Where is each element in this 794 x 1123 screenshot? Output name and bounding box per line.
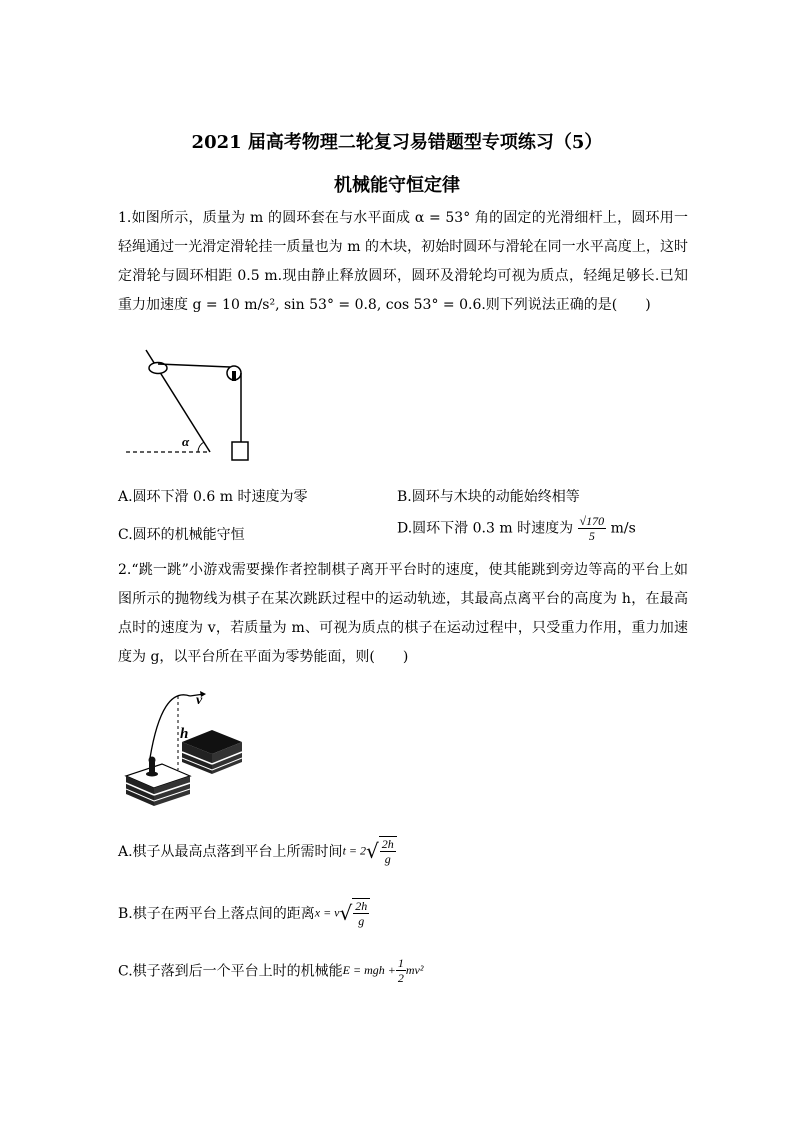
option-b-fraction	[352, 898, 370, 928]
option-b-radical-sign: √	[339, 901, 353, 925]
height-label: h	[180, 726, 189, 742]
question-2-figure	[118, 684, 248, 810]
question-2-stem: 2.“跳一跳”小游戏需要操作者控制棋子离开平台时的速度，使其能跳到旁边等高的平台上如图所示的抛物线为棋子在某次跳跃过程中的运动轨迹，其最高点离平台的高度为 h，在最高点时的速度为 v，若质量为 m、可视为质点的棋子在运动过程中，只受重力作用，重力加速度为 g，以平台所在平面为零势能面，则( )	[118, 562, 688, 665]
option-a-text: A.棋子从最高点落到平台上所需时间	[118, 844, 343, 860]
question-1-stem: 1.如图所示，质量为 m 的圆环套在与水平面成 α = 53° 角的固定的光滑细杆上，圆环用一轻绳通过一光滑定滑轮挂一质量也为 m 的木块，初始时圆环与滑轮在同一水平高度上，这时定滑轮与圆环相距 0.5 m.现由静止释放圆环，圆环及滑轮均可视为质点，轻绳足够长.已知重力加速度 g = 10 m/s², sin 53° = 0.8, cos 53° = 0.6.则下列说法正确的是( )	[118, 210, 688, 313]
option-c-denominator: 2	[397, 971, 404, 985]
velocity-label: v	[196, 693, 203, 708]
option-b-denominator: g	[358, 914, 365, 928]
option-d-unit: m/s	[610, 520, 636, 537]
rope-horizontal	[158, 364, 230, 367]
option-a-lhs: t = 2	[342, 843, 366, 858]
option-d-fraction	[578, 514, 607, 543]
option-a-radical-sign: √	[366, 839, 379, 863]
option-b-text: B.棋子在两平台上落点间的距离	[118, 906, 315, 922]
question-2-option-b	[118, 898, 370, 928]
option-c-numerator: 1	[397, 956, 404, 970]
option-c-fraction	[396, 956, 406, 985]
page-title: 2021 届高考物理二轮复习易错题型专项练习（5）	[191, 132, 603, 153]
option-b-lhs: x = v	[314, 905, 340, 920]
option-d-numerator: √170	[579, 514, 605, 528]
pulley-mount	[232, 371, 236, 381]
option-a-denominator: g	[384, 852, 391, 866]
angle-arc	[198, 442, 204, 452]
option-a-numerator: 2h	[381, 837, 394, 851]
option-c-text: C.棋子落到后一个平台上时的机械能	[118, 963, 343, 980]
question-2-option-a	[118, 836, 397, 866]
question-1-option-c: C.圆环的机械能守恒	[118, 527, 245, 543]
question-1-option-d	[397, 514, 636, 543]
option-a-fraction	[379, 836, 397, 866]
option-c-lhs: E = mgh +	[342, 963, 396, 977]
question-2-option-c	[118, 956, 423, 985]
option-d-denominator: 5	[588, 529, 595, 543]
angle-alpha-label: α	[182, 434, 190, 449]
option-c-rhs: mv²	[405, 963, 424, 977]
right-platform	[182, 730, 242, 774]
option-d-text: D.圆环下滑 0.3 m 时速度为	[397, 520, 574, 537]
wooden-block	[232, 442, 248, 460]
option-b-numerator: 2h	[355, 899, 368, 913]
page-subtitle: 机械能守恒定律	[334, 175, 460, 196]
left-platform	[126, 764, 190, 806]
question-1-option-b: B.圆环与木块的动能始终相等	[397, 489, 580, 505]
question-1-option-a: A.圆环下滑 0.6 m 时速度为零	[118, 489, 308, 505]
question-1-figure	[118, 340, 268, 470]
